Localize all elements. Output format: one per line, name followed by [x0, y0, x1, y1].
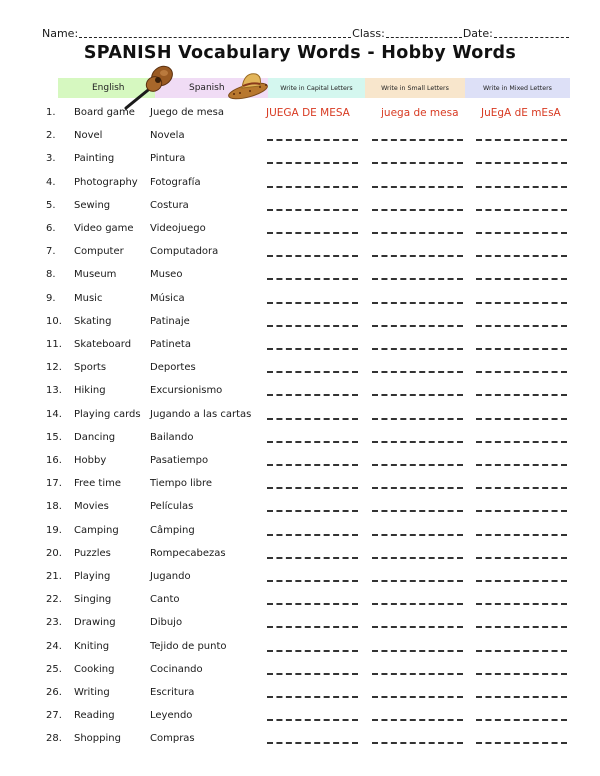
spanish-word: Patinaje [150, 315, 190, 327]
capital-blank[interactable] [267, 719, 358, 721]
english-word: Video game [74, 223, 134, 234]
sombrero-icon [226, 66, 274, 100]
page-title: SPANISH Vocabulary Words - Hobby Words [83, 43, 517, 63]
spanish-word: Música [150, 292, 185, 304]
vocab-row [0, 382, 600, 402]
small-blank[interactable] [372, 441, 463, 443]
spanish-word: Tejido de punto [150, 640, 227, 652]
row-number: 16. [46, 455, 62, 466]
mixed-blank[interactable] [476, 719, 567, 721]
capital-blank[interactable] [267, 534, 358, 536]
capital-blank[interactable] [267, 464, 358, 466]
english-word: Writing [74, 687, 110, 698]
english-word: Free time [74, 478, 121, 490]
class-field[interactable] [386, 27, 462, 38]
english-word: Hobby [74, 455, 107, 466]
small-blank[interactable] [372, 580, 463, 582]
small-blank[interactable] [372, 418, 463, 420]
vocab-row [0, 336, 600, 356]
vocab-row [0, 452, 600, 472]
row-number: 26. [46, 687, 62, 698]
mixed-blank[interactable] [476, 441, 567, 443]
vocab-row [0, 429, 600, 449]
english-word: Kniting [74, 640, 110, 652]
capital-blank[interactable] [267, 626, 358, 628]
vocab-row [0, 730, 600, 750]
capital-blank[interactable] [267, 232, 358, 234]
small-blank[interactable] [372, 325, 463, 327]
spanish-word: Bailando [150, 431, 194, 443]
row-number: 28. [46, 733, 62, 745]
spanish-word: Juego de mesa [150, 107, 224, 118]
row-number: 10. [46, 315, 62, 327]
row-number: 13. [46, 385, 62, 397]
vocab-row [0, 104, 600, 124]
spanish-word: Compras [150, 733, 195, 745]
capital-blank[interactable] [267, 394, 358, 396]
small-blank[interactable] [372, 348, 463, 350]
spanish-word: Jugando a las cartas [150, 408, 252, 420]
row-number: 22. [46, 594, 62, 606]
row-number: 24. [46, 640, 62, 652]
header-mixed-letters: Write in Mixed Letters [465, 78, 570, 98]
vocab-row [0, 266, 600, 286]
spanish-word: Jugando [150, 571, 191, 582]
small-blank[interactable] [372, 673, 463, 675]
header-english: English [58, 78, 155, 98]
capital-blank[interactable] [267, 162, 358, 164]
spanish-word: Excursionismo [150, 385, 223, 397]
capital-blank[interactable] [267, 186, 358, 188]
english-word: Drawing [74, 617, 116, 629]
example-capital: JUEGA DE MESA [266, 107, 350, 119]
row-number: 15. [46, 431, 62, 443]
vocab-row [0, 150, 600, 170]
student-info-line [42, 24, 570, 40]
spanish-word: Leyendo [150, 710, 193, 722]
capital-blank[interactable] [267, 603, 358, 605]
english-word: Camping [74, 524, 119, 536]
small-blank[interactable] [372, 186, 463, 188]
spanish-word: Escritura [150, 687, 195, 698]
row-number: 5. [46, 199, 56, 211]
small-blank[interactable] [372, 719, 463, 721]
row-number: 3. [46, 153, 56, 165]
small-blank[interactable] [372, 742, 463, 744]
capital-blank[interactable] [267, 325, 358, 327]
english-word: Photography [74, 176, 138, 188]
english-word: Computer [74, 246, 124, 258]
english-word: Sports [74, 362, 107, 374]
vocab-row [0, 220, 600, 240]
example-mixed: JuEgA dE mEsA [481, 107, 561, 119]
mixed-blank[interactable] [476, 696, 567, 698]
mixed-blank[interactable] [476, 325, 567, 327]
row-number: 27. [46, 710, 62, 722]
english-word: Singing [74, 594, 112, 606]
small-blank[interactable] [372, 255, 463, 257]
vocab-row [0, 174, 600, 194]
small-blank[interactable] [372, 650, 463, 652]
row-number: 14. [46, 408, 62, 420]
capital-blank[interactable] [267, 348, 358, 350]
vocab-row [0, 614, 600, 634]
spanish-word: Tiempo libre [150, 478, 213, 490]
mixed-blank[interactable] [476, 371, 567, 373]
mixed-blank[interactable] [476, 232, 567, 234]
spanish-word: Deportes [150, 362, 196, 374]
small-blank[interactable] [372, 371, 463, 373]
small-blank[interactable] [372, 278, 463, 280]
mixed-blank[interactable] [476, 186, 567, 188]
row-number: 19. [46, 524, 62, 536]
small-blank[interactable] [372, 464, 463, 466]
vocab-row [0, 243, 600, 263]
vocab-row [0, 522, 600, 542]
mixed-blank[interactable] [476, 650, 567, 652]
mixed-blank[interactable] [476, 673, 567, 675]
mixed-blank[interactable] [476, 302, 567, 304]
date-field[interactable] [494, 27, 569, 38]
vocab-row [0, 545, 600, 565]
spanish-word: Videojuego [150, 223, 206, 234]
vocab-row [0, 359, 600, 379]
mixed-blank[interactable] [476, 162, 567, 164]
mixed-blank[interactable] [476, 534, 567, 536]
mixed-blank[interactable] [476, 348, 567, 350]
spanish-word: Fotografía [150, 176, 201, 188]
row-number: 23. [46, 617, 62, 629]
english-word: Museum [74, 269, 117, 281]
spanish-word: Computadora [150, 246, 219, 258]
mixed-blank[interactable] [476, 580, 567, 582]
vocab-row [0, 684, 600, 704]
spanish-word: Películas [150, 501, 194, 513]
vocab-row [0, 591, 600, 611]
english-word: Painting [74, 153, 115, 165]
spanish-word: Novela [150, 130, 185, 142]
spanish-word: Patineta [150, 339, 191, 350]
capital-blank[interactable] [267, 510, 358, 512]
small-blank[interactable] [372, 510, 463, 512]
small-blank[interactable] [372, 232, 463, 234]
small-blank[interactable] [372, 139, 463, 141]
spanish-word: Costura [150, 199, 189, 211]
capital-blank[interactable] [267, 139, 358, 141]
capital-blank[interactable] [267, 418, 358, 420]
header-small-letters: Write in Small Letters [365, 78, 465, 98]
english-word: Dancing [74, 431, 116, 443]
mixed-blank[interactable] [476, 742, 567, 744]
english-word: Cooking [74, 663, 115, 675]
vocab-row [0, 290, 600, 310]
english-word: Reading [74, 710, 115, 722]
small-blank[interactable] [372, 487, 463, 489]
date-label: Date: [462, 27, 493, 40]
capital-blank[interactable] [267, 696, 358, 698]
english-word: Skating [74, 315, 112, 327]
english-word: Novel [74, 130, 103, 142]
capital-blank[interactable] [267, 255, 358, 257]
vocab-row [0, 707, 600, 727]
spanish-word: Rompecabezas [150, 547, 226, 559]
capital-blank[interactable] [267, 209, 358, 211]
capital-blank[interactable] [267, 302, 358, 304]
mixed-blank[interactable] [476, 278, 567, 280]
spanish-word: Câmping [150, 524, 195, 536]
spanish-word: Pasatiempo [150, 455, 209, 466]
mixed-blank[interactable] [476, 464, 567, 466]
mixed-blank[interactable] [476, 487, 567, 489]
row-number: 7. [46, 246, 56, 258]
english-word: Puzzles [74, 547, 111, 559]
small-blank[interactable] [372, 162, 463, 164]
capital-blank[interactable] [267, 487, 358, 489]
small-blank[interactable] [372, 302, 463, 304]
capital-blank[interactable] [267, 278, 358, 280]
row-number: 11. [46, 339, 62, 350]
mixed-blank[interactable] [476, 603, 567, 605]
english-word: Sewing [74, 199, 111, 211]
header-capital-letters: Write in Capital Letters [268, 78, 365, 98]
small-blank[interactable] [372, 534, 463, 536]
vocab-row [0, 406, 600, 426]
name-field[interactable] [79, 27, 351, 38]
row-number: 6. [46, 223, 56, 234]
vocab-row [0, 498, 600, 518]
spanish-word: Dibujo [150, 617, 183, 629]
mixed-blank[interactable] [476, 139, 567, 141]
small-blank[interactable] [372, 557, 463, 559]
mixed-blank[interactable] [476, 394, 567, 396]
row-number: 21. [46, 571, 62, 582]
mixed-blank[interactable] [476, 418, 567, 420]
english-word: Skateboard [74, 339, 132, 350]
spanish-word: Cocinando [150, 663, 203, 675]
name-label: Name: [42, 27, 79, 40]
small-blank[interactable] [372, 603, 463, 605]
english-word: Board game [74, 107, 135, 118]
vocab-row [0, 568, 600, 588]
example-small: juega de mesa [381, 107, 459, 119]
mixed-blank[interactable] [476, 255, 567, 257]
mixed-blank[interactable] [476, 626, 567, 628]
capital-blank[interactable] [267, 673, 358, 675]
capital-blank[interactable] [267, 580, 358, 582]
mixed-blank[interactable] [476, 510, 567, 512]
header-spanish: Spanish [155, 78, 268, 98]
row-number: 12. [46, 362, 62, 374]
vocab-row [0, 661, 600, 681]
row-number: 9. [46, 292, 56, 304]
spanish-word: Pintura [150, 153, 186, 165]
row-number: 8. [46, 269, 56, 281]
capital-blank[interactable] [267, 650, 358, 652]
row-number: 18. [46, 501, 62, 513]
english-word: Playing [74, 571, 111, 582]
capital-blank[interactable] [267, 441, 358, 443]
vocab-row [0, 638, 600, 658]
english-word: Shopping [74, 733, 121, 745]
english-word: Music [74, 292, 103, 304]
row-number: 25. [46, 663, 62, 675]
class-label: Class: [352, 27, 385, 40]
row-number: 2. [46, 130, 56, 142]
row-number: 20. [46, 547, 62, 559]
row-number: 17. [46, 478, 62, 490]
spanish-word: Canto [150, 594, 180, 606]
small-blank[interactable] [372, 209, 463, 211]
english-word: Hiking [74, 385, 106, 397]
row-number: 4. [46, 176, 56, 188]
capital-blank[interactable] [267, 557, 358, 559]
mixed-blank[interactable] [476, 209, 567, 211]
vocab-row [0, 313, 600, 333]
english-word: Movies [74, 501, 109, 513]
small-blank[interactable] [372, 394, 463, 396]
small-blank[interactable] [372, 696, 463, 698]
capital-blank[interactable] [267, 742, 358, 744]
row-number: 1. [46, 107, 56, 118]
vocab-row [0, 197, 600, 217]
spanish-word: Museo [150, 269, 183, 281]
mixed-blank[interactable] [476, 557, 567, 559]
small-blank[interactable] [372, 626, 463, 628]
vocab-row [0, 127, 600, 147]
english-word: Playing cards [74, 408, 141, 420]
capital-blank[interactable] [267, 371, 358, 373]
vocab-row [0, 475, 600, 495]
